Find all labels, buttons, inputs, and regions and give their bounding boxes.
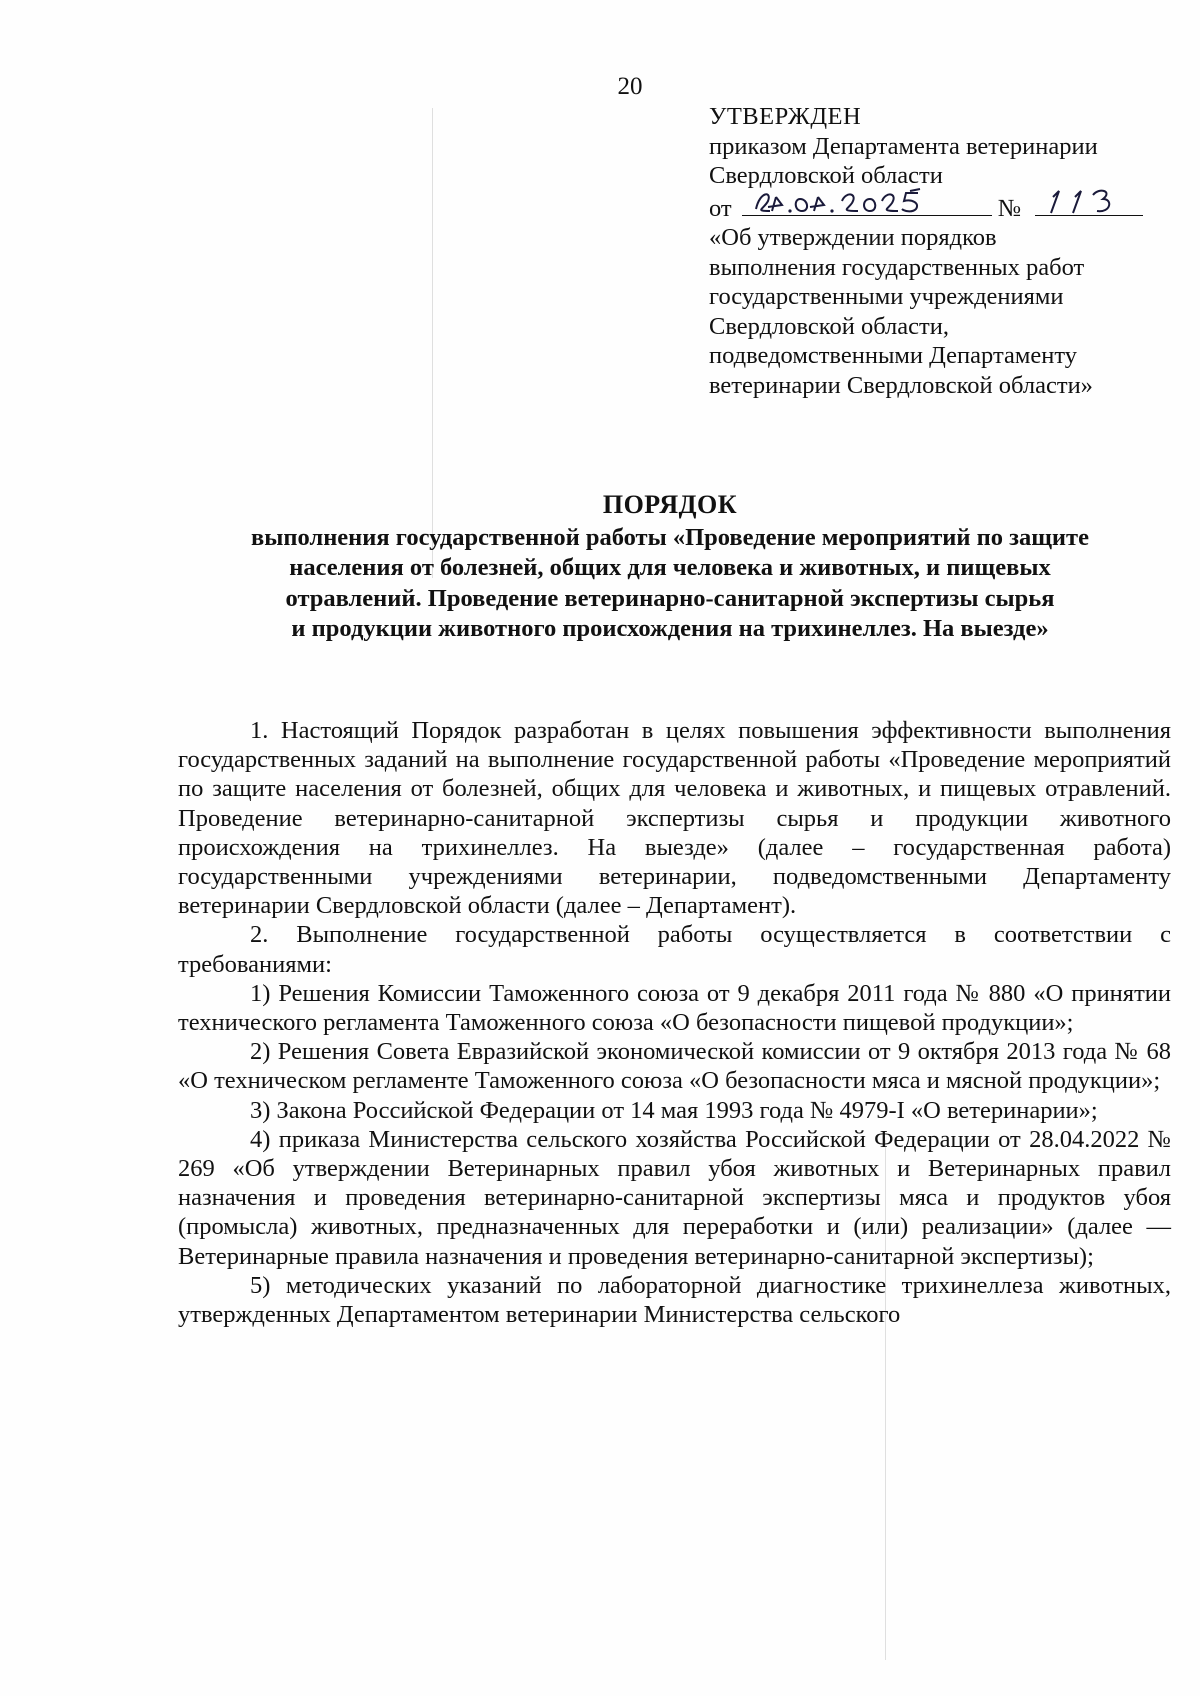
- handwritten-number: [1035, 191, 1143, 216]
- paragraph: 2) Решения Совета Евразийской экономической комиссии от 9 октября 2013 года № 68 «О техническом регламенте Таможенного союза «О безопасности мяса и мясной продукции»;: [178, 1038, 1171, 1095]
- number-prefix: №: [997, 194, 1022, 222]
- approval-line: Свердловской области: [709, 162, 943, 189]
- paragraph: 1) Решения Комиссии Таможенного союза от 9 декабря 2011 года № 880 «О принятии технического регламента Таможенного союза «О безопасности пищевой продукции»;: [178, 979, 1171, 1037]
- approval-subject-line: выполнения государственных работ: [709, 253, 1085, 281]
- date-prefix: от: [709, 194, 732, 222]
- paragraph: 1. Настоящий Порядок разработан в целях повышения эффективности выполнения государственных заданий на выполнение государственной работы «Проведение мероприятий по защите населения от болезней, общих для человека и животных, и пищевых отравлений. Проведение ветеринарно-санитарной экспертизы сырья и продукции животного происхождения на трихинеллез. На выезде» (далее – государственная работа) государственными учреждениями ветеринарии, подведомственными Департаменту ветеринарии Свердловской области (далее – Департамент).: [178, 717, 1171, 920]
- approval-subject-line: государственными учреждениями: [709, 283, 1064, 310]
- handwritten-number-signature: [1035, 183, 1143, 217]
- page-number: 20: [617, 73, 643, 100]
- paragraph: 4) приказа Министерства сельского хозяйства Российской Федерации от 28.04.2022 № 269 «Об утверждении Ветеринарных правил убоя животных и Ветеринарных правил назначения и проведения ветеринарно-санитарной экспертизы мяса и продуктов убоя (промысла) животных, предназначенных для переработки и (или) реализации» (далее — Ветеринарные правила назначения и проведения ветеринарно-санитарной экспертизы);: [178, 1125, 1171, 1270]
- approval-heading: УТВЕРЖДЕН: [709, 103, 862, 130]
- paragraph: 3) Закона Российской Федерации от 14 мая 1993 года № 4979-I «О ветеринарии»;: [250, 1096, 1098, 1124]
- document-subtitle-line: отравлений. Проведение ветеринарно-санитарной экспертизы сырья: [285, 584, 1055, 612]
- paragraph: 2. Выполнение государственной работы осуществляется в соответствии с требованиями:: [178, 921, 1171, 978]
- handwritten-date-signature: [742, 183, 992, 217]
- approval-subject-line: ветеринарии Свердловской области»: [709, 371, 1093, 399]
- document-body: [178, 716, 1171, 1329]
- document-title-block: [170, 490, 1170, 645]
- document-title: ПОРЯДОК: [602, 490, 738, 519]
- handwritten-date: [742, 191, 992, 216]
- approval-block: [709, 102, 1179, 400]
- paragraph: 5) методических указаний по лабораторной диагностике трихинеллеза животных, утвержденных Департаментом ветеринарии Министерства сельского: [178, 1271, 1171, 1329]
- approval-subject-line: Свердловской области,: [709, 312, 949, 340]
- document-subtitle-line: населения от болезней, общих для человека и животных, и пищевых: [289, 554, 1051, 581]
- document-subtitle-line: выполнения государственной работы «Проведение мероприятий по защите: [251, 523, 1089, 551]
- approval-date-line: [709, 191, 1179, 224]
- approval-subject-line: подведомственными Департаменту: [709, 342, 1077, 369]
- approval-subject-line: «Об утверждении порядков: [709, 224, 997, 251]
- document-subtitle-line: и продукции животного происхождения на трихинеллез. На выезде»: [291, 615, 1049, 642]
- approval-line: приказом Департамента ветеринарии: [709, 132, 1098, 160]
